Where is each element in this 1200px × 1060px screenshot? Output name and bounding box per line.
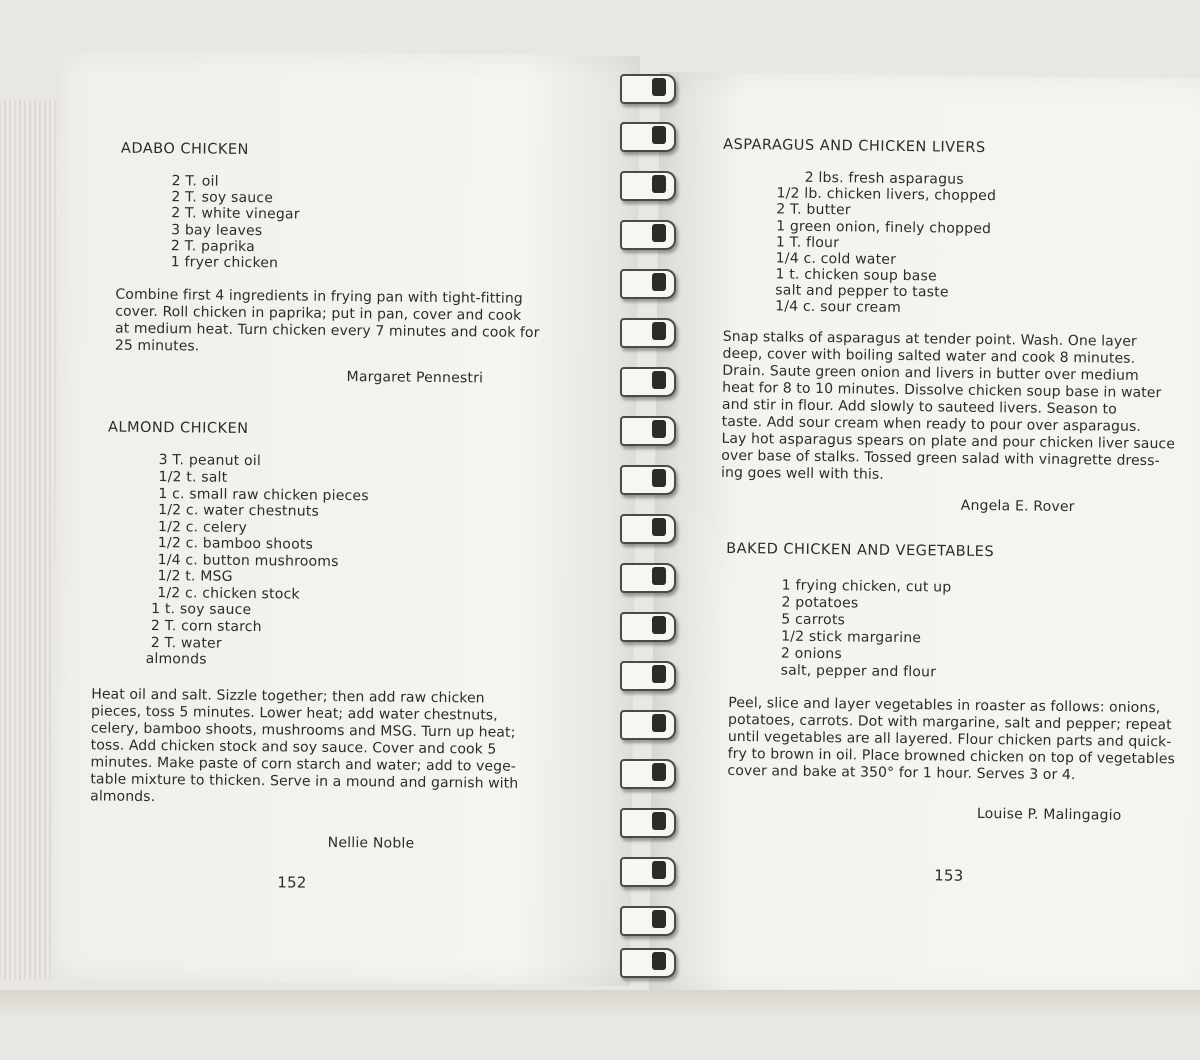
ingredient: 1/2 c. bamboo shoots <box>157 535 314 553</box>
ingredient: 1/2 stick margarine <box>781 628 922 647</box>
ingredient: 1/2 t. MSG <box>157 568 233 585</box>
spiral-coil <box>612 461 687 497</box>
ingredient: 1/2 t. salt <box>158 469 228 486</box>
spiral-coil <box>612 314 687 350</box>
ingredient: 5 carrots <box>781 611 846 629</box>
ingredient: 1 T. flour <box>775 234 840 252</box>
spiral-coil <box>612 706 687 742</box>
spiral-coil <box>612 608 687 644</box>
ingredient: 2 onions <box>780 645 843 663</box>
spiral-coil <box>612 412 687 448</box>
recipe-author: Angela E. Rover <box>960 497 1075 516</box>
spiral-coil <box>612 944 687 980</box>
spiral-coil <box>612 70 687 106</box>
spiral-coil <box>612 853 687 889</box>
page-bottom-edge <box>0 990 1200 1060</box>
recipe-author: Louise P. Malingagio <box>976 805 1122 824</box>
spiral-coil <box>612 559 687 595</box>
page-number: 153 <box>934 866 964 885</box>
ingredient: 1 t. chicken soup base <box>775 266 937 285</box>
ingredient: 1/4 c. cold water <box>775 250 897 268</box>
ingredient: 2 T. paprika <box>170 238 256 256</box>
recipe-title: ALMOND CHICKEN <box>107 419 249 437</box>
spiral-coil <box>612 167 687 203</box>
page-number: 152 <box>277 873 307 892</box>
ingredient: 1/2 lb. chicken livers, chopped <box>776 185 997 205</box>
spiral-coil <box>612 902 687 938</box>
ingredient: 1/4 c. sour cream <box>775 298 902 316</box>
ingredient: 1/2 c. water chestnuts <box>158 502 320 520</box>
spiral-coil <box>612 510 687 546</box>
spiral-coil <box>612 265 687 301</box>
ingredient: 1 green onion, finely chopped <box>776 218 992 238</box>
right-page <box>649 72 1200 999</box>
ingredient: salt, pepper and flour <box>780 662 937 681</box>
spiral-coil <box>612 755 687 791</box>
ingredient: 3 bay leaves <box>171 222 263 240</box>
recipe-directions: Snap stalks of asparagus at tender point. Wash. One layer deep, cover with boiling salted water and cook 8 minutes. Drain. Saute green onion and livers in butter over medium heat for 8 to 10 minutes. Dissolve chicken soup base in water and stir in flour. Add slowly to sauteed livers. Season to taste. Add sour cream when ready to pour over asparagus. Lay hot asparagus spears on plate and pour chicken liver sauce over base of stalks. Tossed green salad with vinagrette dress- ing goes well with this. <box>721 328 1176 483</box>
recipe-title: ASPARAGUS AND CHICKEN LIVERS <box>723 136 986 156</box>
ingredient: 2 lbs. fresh asparagus <box>804 169 964 188</box>
ingredient: 2 potatoes <box>781 594 859 612</box>
ingredient: almonds <box>145 650 207 668</box>
ingredient: 1 fryer chicken <box>170 254 279 272</box>
spiral-binding <box>612 70 687 990</box>
recipe-directions: Peel, slice and layer vegetables in roaster as follows: onions, potatoes, carrots. Dot with margarine, salt and pepper; repeat until vegetables are all layered. Flour chicken parts and quick- fry to brown in oil. Place browned chicken on top of vegetables cover and bake at 350° for 1 hour. Serves 3 or 4. <box>727 694 1176 784</box>
ingredient: salt and pepper to taste <box>775 282 949 301</box>
ingredient: 1 t. soy sauce <box>151 600 252 619</box>
spiral-coil <box>612 657 687 693</box>
ingredient: 2 T. white vinegar <box>171 205 300 223</box>
spiral-coil <box>612 363 687 399</box>
ingredient: 2 T. oil <box>171 173 219 190</box>
ingredient: 1/2 c. celery <box>157 519 248 536</box>
recipe-directions: Combine first 4 ingredients in frying pan with tight-fitting cover. Roll chicken in paprika; put in pan, cover and cook at medium heat. Turn chicken every 7 minutes and cook for 25 minutes. <box>114 286 540 355</box>
ingredient: 2 T. soy sauce <box>171 189 274 207</box>
ingredient: 1/4 c. button mushrooms <box>157 552 339 570</box>
recipe-title: BAKED CHICKEN AND VEGETABLES <box>726 540 995 561</box>
ingredient: 3 T. peanut oil <box>158 452 262 470</box>
ingredient: 2 T. corn starch <box>150 617 262 636</box>
ingredient: 2 T. butter <box>776 201 851 219</box>
ingredient: 1 c. small raw chicken pieces <box>158 486 369 505</box>
recipe-author: Margaret Pennestri <box>346 369 484 387</box>
recipe-author: Nellie Noble <box>327 834 415 852</box>
recipe-directions: Heat oil and salt. Sizzle together; then add raw chicken pieces, toss 5 minutes. Lower heat; add water chestnuts, celery, bamboo shoots, mushrooms and MSG. Turn up heat; toss. Add chicken stock and soy sauce. Cover and cook 5 minutes. Make paste of corn starch and water; add to vege- table mixture to thicken. Serve in a mound and garnish with almonds. <box>90 686 519 806</box>
recipe-title: ADABO CHICKEN <box>120 140 249 158</box>
spiral-coil <box>612 118 687 154</box>
ingredient: 1 frying chicken, cut up <box>781 577 952 596</box>
ingredient: 2 T. water <box>150 634 222 652</box>
ingredient: 1/2 c. chicken stock <box>157 585 300 603</box>
spiral-coil <box>612 804 687 840</box>
spiral-coil <box>612 216 687 252</box>
left-page <box>50 50 640 986</box>
